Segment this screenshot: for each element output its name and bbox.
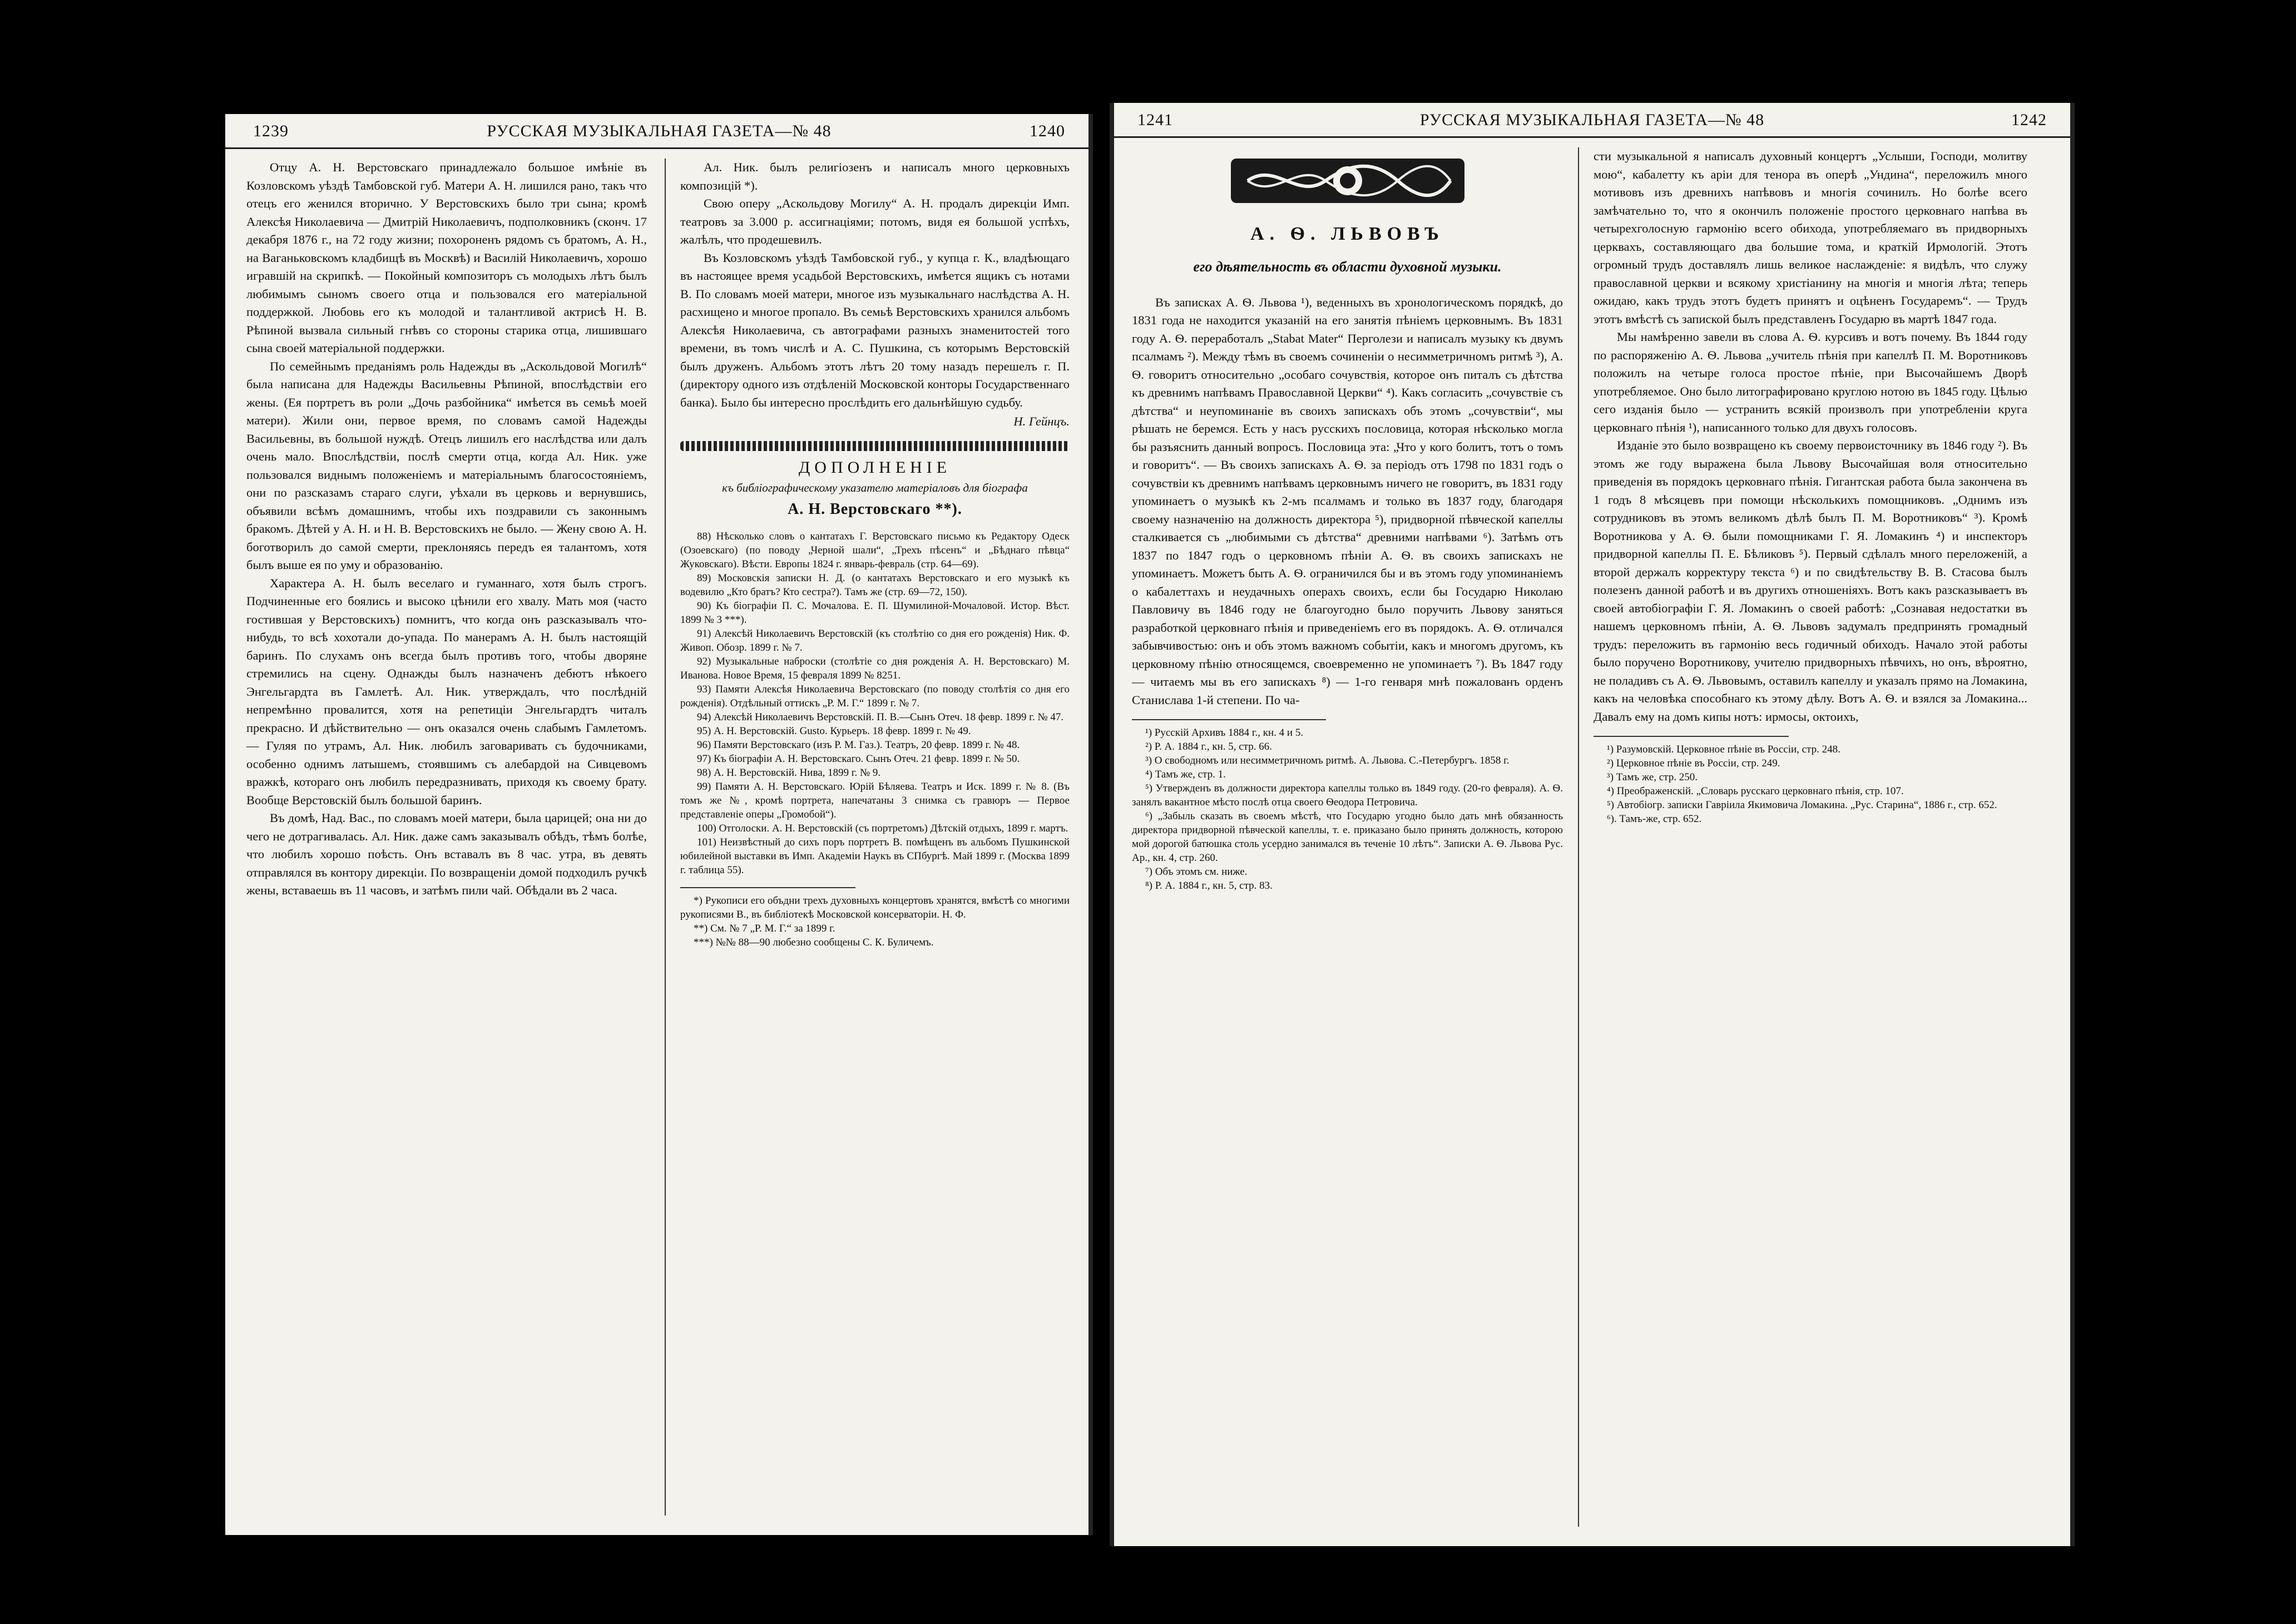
footnote-rule (680, 887, 855, 888)
list-item: 90) Къ біографіи П. С. Мочалова. Е. П. Шумилиной-Мочаловой. Истор. Вѣст. 1899 № 3 ***). (680, 600, 1070, 626)
article-title: А. Ѳ. ЛЬВОВЪ (1250, 224, 1444, 244)
page-gutter (1110, 103, 1114, 1546)
paragraph: Отцу А. Н. Верстовскаго принадлежало большое имѣніе въ Козловскомъ уѣздѣ Тамбовской губ. Матери А. Н. лишился рано, такъ что отецъ его женился вторично. У Верстовскихъ было три сына; кромѣ Алексѣя Николаевича — Дмитрій Николаевичъ, подполковникъ (сконч. 17 декабря 1876 г., на 72 году жизни; похороненъ рядомъ съ братомъ, А. Н., на Ваганьковскомъ кладбищѣ въ Москвѣ) и Василій Николаевичъ, хорошо игравшій на скрипкѣ. — Покойный композиторъ съ молодыхъ лѣтъ былъ любимымъ сыномъ своего отца и пользовался его матеріальной поддержкой. Любовь его къ молодой и талантливой актрисѣ Н. В. Рѣпиной вызвала сильный гнѣвъ со стороны старика отца, лишившаго сына своей матеріальной поддержки. (246, 160, 647, 355)
footnote: ⁶) „Забыль сказать въ своемъ мѣстѣ, что Государю угодно было дать мнѣ обязанность директора придворной пѣвческой капеллы, т. е. приказано было принять должность, которою мой дорогой батюшка столь усердно занимался въ теченіе 10 лѣтъ“. Записки А. Ѳ. Львова Рус. Ар., кн. 4, стр. 260. (1132, 810, 1563, 864)
footnote: **) См. № 7 „Р. М. Г.“ за 1899 г. (694, 923, 835, 934)
footnote: ²) Р. А. 1884 г., кн. 5, стр. 66. (1145, 741, 1272, 752)
footnote: ⁵) Утвержденъ въ должности директора капеллы только въ 1849 году. (20-го февраля). А. Ѳ. занялъ вакантное мѣсто послѣ отца своего Ѳеодора Петровича. (1132, 783, 1563, 808)
list-item: 100) Отголоски. А. Н. Верстовскій (съ портретомъ) Дѣтскій отдыхъ, 1899 г. мартъ. (697, 823, 1068, 834)
list-item: 93) Памяти Алексѣя Николаевича Верстовскаго (по поводу столѣтія со дня его рожденія). Отдѣльный оттискъ „Р. М. Г.“ 1899 г. № 7. (680, 684, 1070, 709)
footnote: ***) №№ 88—90 любезно сообщены С. К. Буличемъ. (694, 937, 934, 948)
footnote: ⁸) Р. А. 1884 г., кн. 5, стр. 83. (1145, 880, 1273, 892)
text-column (246, 159, 647, 900)
page-number: 1241 (1137, 111, 1173, 129)
paragraph: По семейнымъ преданіямъ роль Надежды въ „Аскольдовой Могилѣ“ была написана для Надежды Васильевны Рѣпиной, впослѣдствіи его жены. (Ея портретъ въ роли „Дочь разбойника“ имѣется въ семьѣ моей матери). Жили они, первое время, по словамъ самой Надежды Васильевны, въ большой нуждѣ. Отецъ лишилъ его наслѣдства или далъ очень мало. Впослѣдствіи, послѣ смерти отца, когда Ал. Ник. уже пользовался виднымъ положеніемъ и матеріальнымъ благосостояніемъ, они по разсказамъ стараго слуги, уѣхали въ церковь и вернувшись, объявили всѣмъ домашнимъ, чтобы ихъ поздравили съ законнымъ бракомъ. Дѣтей у А. Н. и Н. В. Верстовскихъ не было. — Жену свою А. Н. боготворилъ до самой смерти, преклоняясь передъ ея талантомъ, хотя былъ выше ея по уму и образованію. (246, 359, 647, 572)
footnote: ⁴) Преображенскій. „Словарь русскаго церковнаго пѣнія, стр. 107. (1607, 785, 1904, 797)
footnote-rule (1594, 736, 1789, 737)
list-item: 89) Московскія записки Н. Д. (о кантатахъ Верстовскаго и его музыкѣ къ водевилю „Кто братъ? Кто сестра?). Тамъ же (стр. 69—72, 150). (680, 572, 1070, 598)
section-title: ДОПОЛНЕНІЕ (798, 458, 952, 477)
page-number: 1239 (253, 122, 289, 140)
list-item: 97) Къ біографіи А. Н. Верстовскаго. Сынъ Отеч. 21 февр. 1899 г. № 50. (697, 753, 1020, 765)
footnote: ¹) Разумовскій. Церковное пѣніе въ Россіи, стр. 248. (1607, 744, 1840, 755)
footnotes (680, 894, 1070, 949)
paragraph: Ал. Ник. былъ религіозенъ и написалъ много церковныхъ композицій *). (680, 160, 1070, 192)
left-page (225, 114, 1093, 1535)
paragraph: Мы намѣренно завели въ слова А. Ѳ. курсивъ и вотъ почему. Въ 1844 году по распоряженію А. Ѳ. Львова „учитель пѣнія при капеллѣ П. М. Воротниковъ положилъ на четыре голоса простое пѣніе, при Высочайшемъ Дворѣ употребляемое. Оно было литографировано круглою нотою въ 1845 году. Цѣлью сего изданія было — устранить всякій произволъ при употребленіи круга церковнаго пѣнія ¹), написанного только для двухъ голосовъ. (1594, 330, 2027, 434)
footnotes (1594, 742, 2027, 826)
footnote: ³) О свободномъ или несимметричномъ ритмѣ. А. Львова. С.-Петербургъ. 1858 г. (1145, 755, 1510, 766)
list-item: 98) А. Н. Верстовскій. Нива, 1899 г. № 9. (697, 767, 881, 779)
right-page (1110, 103, 2075, 1546)
journal-title: РУССКАЯ МУЗЫКАЛЬНАЯ ГАЗЕТА—№ 48 (1419, 111, 1765, 129)
article-subtitle: его дѣятельность въ области духовной музыки. (1193, 258, 1502, 275)
footnote: ⁶). Тамъ-же, стр. 652. (1607, 813, 1702, 825)
footnote: *) Рукописи его объдни трехъ духовныхъ концертовъ хранятся, вмѣстѣ со многими рукописями В., въ библіотекѣ Московской консерваторіи. Н. Ф. (680, 895, 1070, 920)
footnote: ⁴) Тамъ же, стр. 1. (1145, 769, 1226, 780)
list-item: 88) Нѣсколько словъ о кантатахъ Г. Верстовскаго письмо къ Редактору Одеск (Озоевскаго) (по поводу „Черной шали“, „Трехъ пѣсенъ“ и „Бѣднаго пѣвца“ Жуковскаго). Вѣсти. Европы 1824 г. январь-февраль (стр. 64—69). (680, 531, 1070, 570)
section-ornament (680, 441, 1070, 451)
list-item: 94) Алексѣй Николаевичъ Верстовскій. П. В.—Сынъ Отеч. 18 февр. 1899 г. № 47. (697, 711, 1064, 723)
text-column (680, 159, 1070, 949)
paragraph: Въ Козловскомъ уѣздѣ Тамбовской губ., у купца г. К., владѣющаго въ настоящее время усадьбой Верстовскихъ, имѣется ящикъ съ нотами В. По словамъ моей матери, многое изъ музыкальнаго наслѣдства А. Н. расхищено и многое пропало. Въ семьѣ Верстовскихъ хранился альбомъ Алексѣя Николаевича, съ автографами разныхъ знаменитостей того времени, въ томъ числѣ и А. С. Пушкина, съ которымъ Верстовскій былъ друженъ. Альбомъ этотъ лѣтъ 20 тому назадъ перешелъ г. П. (директору одного изъ отдѣленій Московской конторы Государственнаго банка). Было бы интересно прослѣдить его дальнѣйшую судьбу. (680, 250, 1070, 409)
paragraph: Въ записках А. Ѳ. Львова ¹), веденныхъ въ хронологическомъ порядкѣ, до 1831 года не находится указаній на его занятія пѣніемъ церковнымъ. Въ 1831 году А. Ѳ. переработалъ „Stabat Mater“ Перголези и написалъ музыку къ двумъ псалмамъ ²). Между тѣмъ въ своемъ сочиненіи о несимметричномъ ритмѣ ³), А. Ѳ. говоритъ относительно „особаго сочувствія, которое онъ питалъ съ дѣтства къ древнимъ напѣвамъ Православной Церкви“ ⁴). Какъ согласить „сочувствіе съ дѣтства“ и неупоминаніе въ своихъ запискахъ объ этомъ „сочувствіи“, мы рѣшать не беремся. Есть у насъ русскихъ пословица, которая нѣсколько могла бы разъяснить данный вопросъ. Пословица эта: „Что у кого болитъ, тотъ о томъ и говоритъ“. — Въ своихъ запискахъ А. Ѳ. за періодъ отъ 1798 по 1831 годъ о сочувствіи къ древнимъ напѣвамъ церковнымъ ничего не говоритъ, въ 1831 году упоминаетъ о музыкѣ къ 2-мъ псалмамъ и только въ 1837 году, благодаря своему назначенію на должность директора ⁵), придворной пѣвческой капеллы сталкивается съ „любимыми съ дѣтства“ древними напѣвами ⁶). Затѣмъ отъ 1837 по 1847 годъ о церковномъ пѣніи А. Ѳ. въ своихъ запискахъ не упоминаетъ. Можетъ быть А. Ѳ. ограничился бы и въ этомъ году упоминаніемъ о кабалеттахъ и неудачныхъ операхъ своихъ, если бы Государю Николаю Павловичу въ 1846 году не благоугодно было поручить Львову заняться разработкой церковнаго пѣнія и приведеніемъ его въ порядокъ. А. Ѳ. отличался забывчивостью: онъ и объ этомъ важномъ событіи, какъ и многомъ другомъ, къ церковному пѣнію относящемся, своевременно не упоминаетъ ⁷). Въ 1847 году — читаемъ мы въ его запискахъ ⁸) — 1-го генваря мнѣ пожалованъ орденъ Станислава 1-й степени. По ча- (1132, 295, 1563, 707)
text-column (1594, 147, 2027, 826)
column-divider (665, 159, 666, 1516)
footnote: ²) Церковное пѣніе въ Россіи, стр. 249. (1607, 757, 1780, 769)
list-item: 92) Музыкальные наброски (столѣтіе со дня рожденія А. Н. Верстовскаго) М. Иванова. Новое Время, 15 февраля 1899 № 8251. (680, 656, 1070, 681)
text-column (1132, 147, 1563, 893)
footnotes (1132, 726, 1563, 893)
footnote: ³) Тамъ же, стр. 250. (1607, 771, 1698, 783)
paragraph: Изданіе это было возвращено къ своему первоисточнику въ 1846 году ²). Въ этомъ же году выражена была Львову Высочайшая воля относительно приведенія въ порядокъ церковнаго пѣнія. Гигантская работа была закончена въ 1 годъ 8 мѣсяцевъ при помощи нѣсколькихъ помощниковъ. „Однимъ изъ сотрудниковъ въ этомъ великомъ дѣлѣ былъ П. М. Воротниковъ“ ³). Кромѣ Воротникова у А. Ѳ. были помощниками Г. Я. Ломакинъ ⁴) и инспекторъ придворной капеллы П. Е. Бѣликовъ ⁵). Первый сдѣлалъ много переложеній, а второй держалъ корректуру текста ⁶) и по свидѣтельству В. В. Стасова былъ полезенъ данной работѣ и въ другихъ отношеніяхъ. Вотъ какъ разсказываетъ въ своей автобіографіи Г. Я. Ломакинъ о своей работѣ: „Сознавая недостатки въ нашемъ церковномъ пѣніи, А. Ѳ. Львовъ задумалъ предпринять громадный трудъ: переложить въ гармонію весь годичный обиходъ. Начало этой работы было поручено Воротникову, учителю придворныхъ пѣвчихъ, но онъ, вѣроятно, не поладивъ съ А. Ѳ. Львовымъ, оставилъ капеллу и указалъ прямо на Ломакина, какъ на человѣка способнаго къ этому дѣлу. Вотъ А. Ѳ. и взялся за Ломакина... Давалъ ему на домъ кипы нотъ: ирмосы, октоихъ, (1594, 438, 2027, 724)
footnote: ⁵) Автобіогр. записки Гавріила Якимовича Ломакина. „Рус. Старина“, 1886 г., стр. 652. (1607, 799, 1997, 811)
list-item: 91) Алексѣй Николаевичъ Верстовскій (къ столѣтію со дня его рожденія) Ник. Ф. Живоп. Обозр. 1899 г. № 7. (680, 628, 1070, 653)
page-number: 1242 (2011, 111, 2047, 129)
journal-title: РУССКАЯ МУЗЫКАЛЬНАЯ ГАЗЕТА—№ 48 (487, 122, 832, 140)
paragraph: Свою оперу „Аскольдову Могилу“ А. Н. продалъ дирекціи Имп. театровъ за 3.000 р. ассигнаціями; потомъ, видя ея большой успѣхъ, жалѣлъ, что продешевилъ. (680, 196, 1070, 246)
headpiece-ornament (1231, 153, 1464, 209)
paragraph: Въ домѣ, Над. Вас., по словамъ моей матери, была царицей; она ни до чего не дотрагивалась. Ал. Ник. даже самъ заказывалъ обѣдъ, тѣмъ болѣе, что любилъ хорошо поѣсть. Онъ вставалъ въ 8 час. утра, въ девять отправлялся въ контору дирекціи. По возвращеніи домой подходилъ ручкѣ жены, вставаешь въ 11 часовъ, и затѣмъ пили чай. Обѣдали въ 2 часа. (246, 811, 647, 897)
column-divider (1578, 147, 1579, 1527)
list-item: 96) Памяти Верстовскаго (изъ Р. М. Газ.). Театръ, 20 февр. 1899 г. № 48. (697, 739, 1020, 751)
paragraph: сти музыкальной я написалъ духовный концертъ „Услыши, Господи, молитву мою“, кабалетту къ аріи для тенора въ оперѣ „Ундина“, переложилъ много мотивовъ изъ древнихъ напѣвовъ и многія сочинилъ. Но болѣе всего замѣчательно то, что я окончилъ положеніе простого церковнаго напѣва въ четырехголосную гармонію всего обихода, употребляемаго въ придворныхъ церквахъ, составляющаго два большие тома, и краткій Ирмологій. Этотъ огромный трудъ доставлялъ лишь великое наслажденіе: я видѣлъ, что служу православной церкви и всякому христіанину на многія и многія лѣта; теперь ожидаю, какъ трудъ этотъ будетъ принятъ и оцѣненъ Государемъ“. — Трудъ этотъ вмѣстѣ съ запиской былъ представленъ Государю въ мартѣ 1847 года. (1594, 149, 2027, 326)
section-name: А. Н. Верстовскаго **). (788, 500, 962, 518)
footnote: ⁷) Объ этомъ см. ниже. (1145, 866, 1248, 878)
page-header (225, 114, 1093, 149)
section-subtitle: къ библіографическому указателю матеріаловъ для біографа (722, 481, 1028, 494)
bibliography-list (680, 529, 1070, 877)
page-number: 1240 (1030, 122, 1065, 140)
footnote-rule (1132, 719, 1326, 720)
author-signature: Н. Гейнцъ. (1013, 414, 1070, 428)
page-gutter (1088, 114, 1093, 1535)
page-header (1110, 103, 2075, 138)
page-edge (2070, 103, 2075, 1546)
list-item: 95) А. Н. Верстовскій. Gusto. Курьеръ. 18 февр. 1899 г. № 49. (697, 725, 971, 737)
ornament-graphic (1231, 153, 1464, 209)
footnote: ¹) Русскій Архивъ 1884 г., кн. 4 и 5. (1145, 727, 1304, 739)
list-item: 101) Неизвѣстный до сихъ поръ портретъ В. помѣщенъ въ альбомъ Пушкинской юбилейной выставки въ Имп. Академіи Наукъ въ СПбургѣ. Май 1899 г. (Москва 1899 г. таблица 55). (680, 836, 1070, 876)
paragraph: Характера А. Н. былъ веселаго и гуманнаго, хотя былъ строгъ. Подчиненные его боялись и высоко цѣнили его хвалу. Мать моя (часто гостившая у Верстовскихъ) помнитъ, что когда онъ разсказывалъ что-нибудь, то всѣ хохотали до-упада. По манерамъ А. Н. былъ настоящій баринъ. По слухамъ онъ всегда былъ противъ того, чтобы дворяне стремились на сцену. Однажды былъ назначенъ дебютъ нѣкоего Энгельгардта въ Гамлетѣ. Ал. Ник. утверждалъ, что послѣдній непремѣнно провалится, хотя на репетиціи Энгельгардтъ читалъ прекрасно. И дѣйствительно — онъ оказался очень слабымъ Гамлетомъ. — Гуляя по утрамъ, Ал. Ник. любилъ заговаривать съ будочниками, особенно однимъ латышемъ, стоявшимъ съ алебардой на Сивцевомъ вражкѣ, котораго онъ любилъ передразнивать, приходя къ своему брату. Вообще Верстовскій былъ большой баринъ. (246, 576, 647, 807)
list-item: 99) Памяти А. Н. Верстовскаго. Юрій Бѣляева. Театръ и Иск. 1899 г. № 8. (Въ томъ же №, кромѣ портрета, напечатаны 3 снимка съ гравюръ — Первое представленіе оперы „Громобой“). (680, 781, 1070, 820)
